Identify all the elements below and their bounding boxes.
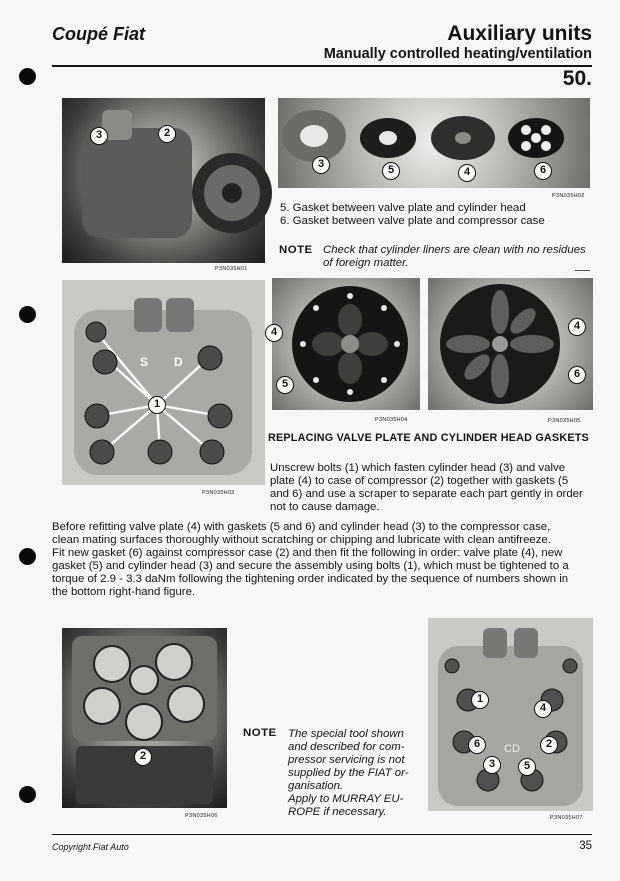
note-label: NOTE <box>279 244 313 256</box>
figure-code: P3N035H06 <box>185 813 218 819</box>
callout-3: 3 <box>312 156 330 174</box>
photo-compressor-side <box>62 98 265 263</box>
callout-4: 4 <box>568 318 586 336</box>
figure-code: P3N035H07 <box>550 815 583 821</box>
callout-4: 4 <box>265 324 283 342</box>
callout-5: 5 <box>276 376 294 394</box>
parts-list-item: 5. Gasket between valve plate and cylinder head <box>280 202 526 214</box>
header-rule <box>52 65 592 67</box>
binder-hole <box>19 786 36 803</box>
photo-valve-plate <box>428 278 593 410</box>
photo-cylinder-head-bolts <box>62 280 265 485</box>
port-mark-s: S <box>140 355 149 369</box>
copyright: Copyright Fiat Auto <box>52 842 129 852</box>
section-number: 50. <box>562 67 592 90</box>
photo-exploded-parts <box>278 98 590 188</box>
callout-6: 6 <box>568 366 586 384</box>
svg-text:CD: CD <box>504 743 520 755</box>
callout-4: 4 <box>458 164 476 182</box>
section-title: Auxiliary units <box>447 22 592 45</box>
parts-list-item: 6. Gasket between valve plate and compressor case <box>280 215 545 227</box>
photo-compressor-bores <box>62 628 227 808</box>
parts-list <box>280 202 545 228</box>
photo-gasket-plate <box>272 278 420 410</box>
page-number: 35 <box>579 840 592 852</box>
callout-5: 5 <box>518 758 536 776</box>
figure-code: P3N035H01 <box>215 266 248 272</box>
callout-6: 6 <box>468 736 486 754</box>
section-subtitle: Manually controlled heating/ventilation <box>323 46 592 62</box>
callout-1: 1 <box>148 396 166 414</box>
note-text: The special tool shown and described for com- pressor servicing is not supplied by the FIAT or- ganisation. Apply to MURRAY EU- ROPE if necessary. <box>288 728 409 818</box>
callout-3: 3 <box>90 127 108 145</box>
binder-hole <box>19 548 36 565</box>
figure-code: P3N035H02 <box>552 193 585 199</box>
photo-tightening-sequence <box>428 618 593 811</box>
note-text: Check that cylinder liners are clean with no residues of foreign matter. <box>323 244 586 269</box>
procedure-paragraph: Unscrew bolts (1) which fasten cylinder head (3) and valve plate (4) to case of compressor (2) together with gaskets (5 and 6) and use a scraper to separate each part gently in order not to cause damage. <box>270 462 583 513</box>
subheading: REPLACING VALVE PLATE AND CYLINDER HEAD GASKETS <box>268 432 589 444</box>
note-rule <box>575 270 590 271</box>
callout-2: 2 <box>134 748 152 766</box>
callout-5: 5 <box>382 162 400 180</box>
binder-hole <box>19 68 36 85</box>
binder-hole <box>19 306 36 323</box>
callout-6: 6 <box>534 162 552 180</box>
callout-1: 1 <box>471 691 489 709</box>
callout-4: 4 <box>534 700 552 718</box>
callout-3: 3 <box>483 756 501 774</box>
footer-rule <box>52 834 592 835</box>
figure-code: P3N035H03 <box>202 490 235 496</box>
brand-name: Coupé Fiat <box>52 24 145 44</box>
note-label: NOTE <box>243 727 277 739</box>
refitting-paragraph: Before refitting valve plate (4) with gaskets (5 and 6) and cylinder head (3) to the compressor case, clean mating surfaces thoroughly without scratching or chipping and lubricate with clean antifreeze. Fit new gasket (6) against compressor case (2) and then fit the following in order: valve plate (4), new gasket (5) and cylinder head (3) and secure the assembly using bolts (1), which must be tightened to a torque of 2.9 - 3.3 daNm following the tightening order indicated by the sequence of numbers shown in the bottom right-hand figure. <box>52 521 569 598</box>
callout-2: 2 <box>540 736 558 754</box>
figure-code: P3N035H05 <box>548 418 581 424</box>
figure-code: P3N035H04 <box>375 417 408 423</box>
callout-2: 2 <box>158 125 176 143</box>
port-mark-d: D <box>174 355 183 369</box>
